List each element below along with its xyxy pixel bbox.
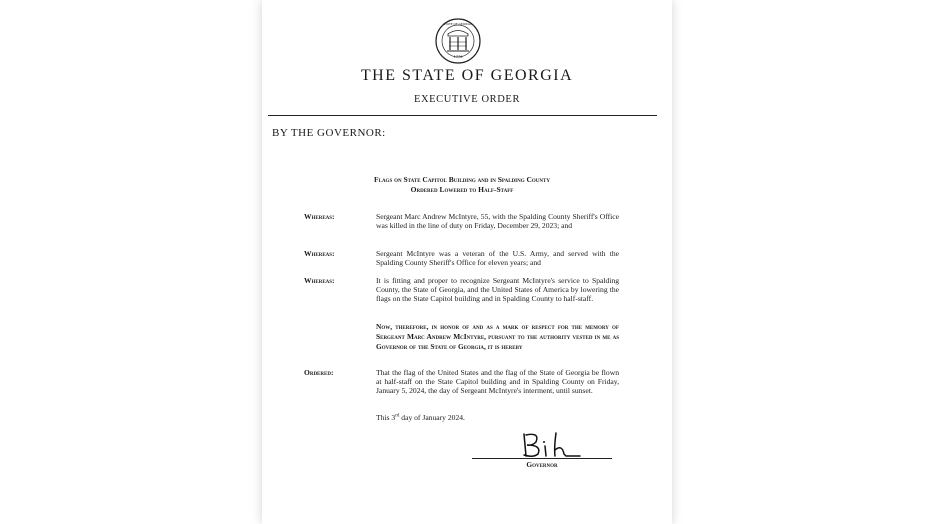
signature-line (472, 458, 612, 459)
svg-text:1776: 1776 (453, 55, 463, 59)
dated-ordinal: rd (395, 413, 400, 419)
dated-suffix: day of January 2024. (399, 413, 465, 422)
document-type: EXECUTIVE ORDER (413, 94, 521, 105)
whereas-text: It is fitting and proper to recognize Sergeant McIntyre's service to Spalding County, the State of Georgia, and the United States of America by lowering the flags on the State Capitol building and in Spalding County to half-staff. (376, 276, 619, 304)
headline-line-2: Ordered Lowered to Half-Staff (410, 184, 514, 194)
whereas-label: Whereas: (304, 276, 335, 285)
whereas-label: Whereas: (304, 212, 335, 221)
dated-prefix: This 3 (376, 413, 396, 422)
order-headline (322, 175, 602, 194)
dated-line (376, 413, 465, 422)
header-divider (268, 115, 657, 116)
by-governor-line: BY THE GOVERNOR: (272, 127, 386, 139)
executive-order-page (262, 0, 672, 524)
headline-line-1: Flags on State Capitol Building and in Spalding County (374, 175, 550, 184)
svg-text:STATE OF GEORGIA: STATE OF GEORGIA (443, 22, 473, 26)
whereas-label: Whereas: (304, 249, 335, 258)
governor-signature-icon (518, 430, 584, 460)
whereas-text: Sergeant Marc Andrew McIntyre, 55, with the Spalding County Sheriff's Office was killed in the line of duty on Friday, December 29, 2023; and (376, 212, 619, 231)
governor-title: Governor (526, 460, 558, 469)
ordered-label: Ordered: (304, 368, 334, 377)
state-title: THE STATE OF GEORGIA (360, 67, 574, 84)
georgia-state-seal-icon (435, 18, 481, 64)
ordered-text: That the flag of the United States and the flag of the State of Georgia be flown at half-staff on the State Capitol building and in Spalding County on Friday, January 5, 2024, the day of Sergeant McIntyre's interment, until sunset. (376, 368, 619, 396)
now-therefore-clause: Now, therefore, in honor of and as a mark of respect for the memory of Sergeant Marc Andrew McIntyre, pursuant to the authority vested in me as Governor of the State of Georgia, it is hereby (376, 322, 619, 351)
whereas-text: Sergeant McIntyre was a veteran of the U.S. Army, and served with the Spalding County Sheriff's Office for eleven years; and (376, 249, 619, 268)
